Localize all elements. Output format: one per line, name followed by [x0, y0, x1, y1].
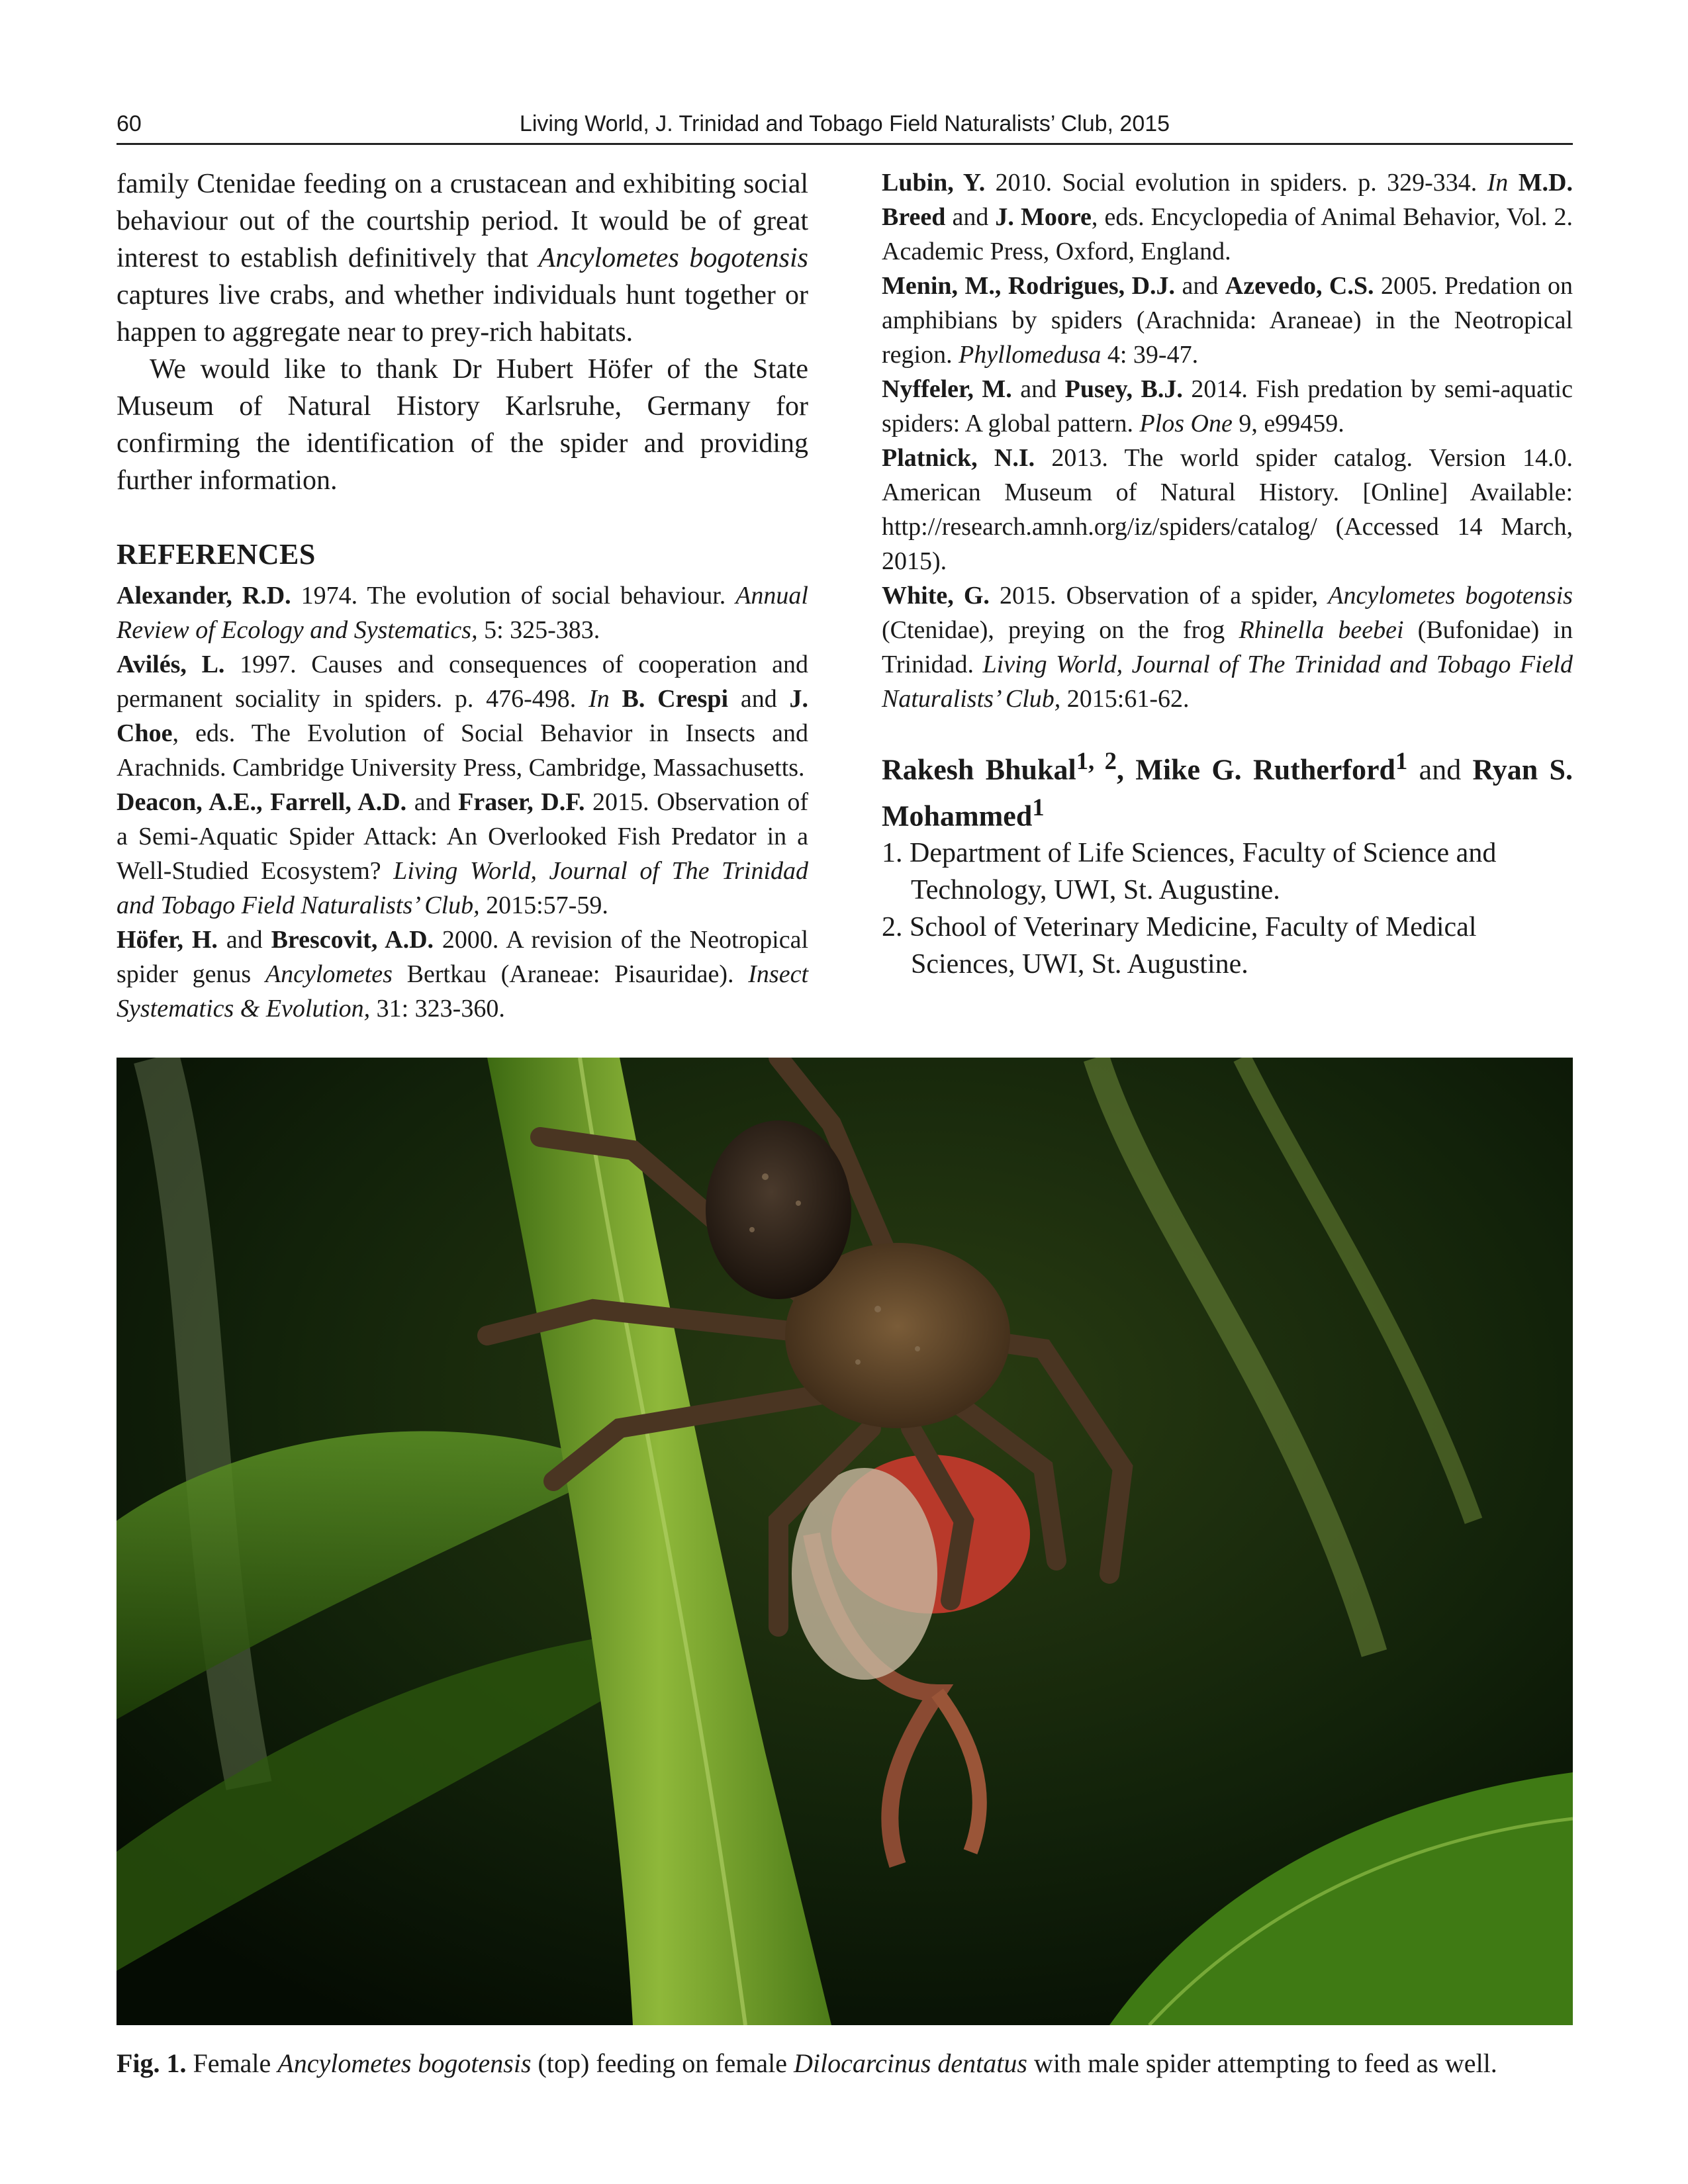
figure-label: Fig. 1. — [117, 2048, 187, 2078]
right-column — [882, 165, 1573, 983]
spider-abdomen — [706, 1120, 851, 1299]
figure-photo — [117, 1058, 1573, 2025]
author-list: Rakesh Bhukal$^{1, 2}$, Mike G. Rutherford$^1$ and Ryan S. Mohammed$^1$ — [882, 747, 1573, 833]
reference-item: Deacon, A.E., Farrell, A.D. and Fraser, D.F. 2015. Observation of a Semi-Aquatic Spider Attack: An Overlooked Fish Predator in a Well-Studied Ecosystem? Living World, Journal of The Trinidad and Tobago Field Naturalists’ Club, 2015:57-59. — [117, 788, 808, 919]
affiliation-2: 2. School of Veterinary Medicine, Faculty of Medical Sciences, UWI, St. Augustine. — [882, 912, 1477, 980]
running-header — [117, 109, 1573, 145]
spider-crab-photo — [117, 1058, 1573, 2025]
reference-item: Platnick, N.I. 2013. The world spider catalog. Version 14.0. American Museum of Natural History. [Online] Available: http://research.amnh.org/iz/spiders/catalog/ (Accessed 14 March, 2015). — [882, 444, 1573, 575]
acknowledgement-paragraph: We would like to thank Dr Hubert Höfer of the State Museum of Natural History Karlsruhe, Germany for confirming the identification of the spider and providing further information. — [117, 354, 808, 496]
affiliation-1: 1. Department of Life Sciences, Faculty of Science and Technology, UWI, St. Augustine. — [882, 838, 1497, 906]
reference-item: Alexander, R.D. 1974. The evolution of social behaviour. Annual Review of Ecology and Systematics, 5: 325-383. — [117, 582, 808, 644]
journal-title: Living World, J. Trinidad and Tobago Field Naturalists’ Club, 2015 — [519, 111, 1170, 136]
reference-item: Avilés, L. 1997. Causes and consequences of cooperation and permanent sociality in spiders. p. 476-498. In B. Crespi and J. Choe, eds. The Evolution of Social Behavior in Insects and Arachnids. Cambridge University Press, Cambridge, Massachusetts. — [117, 651, 808, 782]
reference-item: Lubin, Y. 2010. Social evolution in spiders. p. 329-334. In M.D. Breed and J. Moore, eds. Encyclopedia of Animal Behavior, Vol. 2. Academic Press, Oxford, England. — [882, 169, 1573, 265]
references-heading: REFERENCES — [117, 538, 316, 570]
page-number: 60 — [117, 111, 142, 136]
body-paragraph: family Ctenidae feeding on a crustacean and exhibiting social behaviour out of the courtship period. It would be of great interest to establish definitively that Ancylometes bogotensis captures live crabs, and whether individuals hunt together or happen to aggregate near to prey-rich habitats. — [117, 169, 808, 347]
reference-item: Menin, M., Rodrigues, D.J. and Azevedo, C.S. 2005. Predation on amphibians by spiders (Arachnida: Araneae) in the Neotropical region. Phyllomedusa 4: 39-47. — [882, 272, 1573, 369]
left-column — [117, 165, 808, 1026]
figure-caption: Fig. 1. Female Ancylometes bogotensis (top) feeding on female Dilocarcinus dentatus with male spider attempting to feed as well. — [117, 2048, 1497, 2078]
reference-item: Höfer, H. and Brescovit, A.D. 2000. A revision of the Neotropical spider genus Ancylometes Bertkau (Araneae: Pisauridae). Insect Systematics & Evolution, 31: 323-360. — [117, 926, 809, 1023]
reference-item: Nyffeler, M. and Pusey, B.J. 2014. Fish predation by semi-aquatic spiders: A global pattern. Plos One 9, e99459. — [882, 375, 1573, 437]
reference-item: White, G. 2015. Observation of a spider, Ancylometes bogotensis (Ctenidae), preying on the frog Rhinella beebei (Bufonidae) in Trinidad. Living World, Journal of The Trinidad and Tobago Field Naturalists’ Club, 2015:61-62. — [882, 582, 1573, 713]
